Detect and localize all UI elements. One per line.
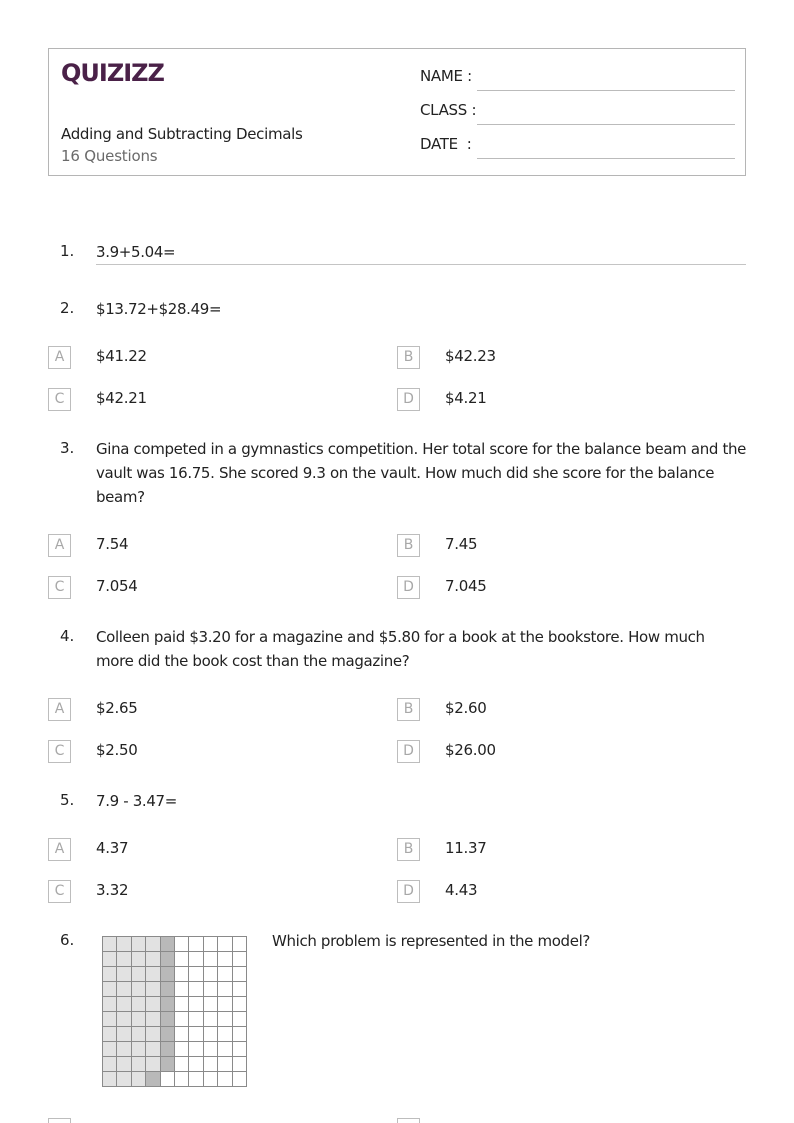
- grid-cell: [103, 982, 117, 997]
- grid-cell: [103, 1042, 117, 1057]
- grid-cell: [103, 1012, 117, 1027]
- q2-option-b-text: $42.23: [445, 347, 496, 365]
- q3-option-b-text: 7.45: [445, 535, 478, 553]
- date-line[interactable]: [477, 158, 735, 159]
- grid-cell: [103, 997, 117, 1012]
- grid-cell: [203, 1072, 217, 1087]
- grid-cell: [218, 1057, 232, 1072]
- grid-cell: [146, 952, 160, 967]
- grid-cell: [203, 937, 217, 952]
- grid-cell: [189, 967, 203, 982]
- q5-option-d-text: 4.43: [445, 881, 478, 899]
- grid-cell: [189, 937, 203, 952]
- grid-cell: [174, 952, 188, 967]
- grid-cell: [218, 952, 232, 967]
- grid-cell: [218, 937, 232, 952]
- q4-option-b-box[interactable]: B: [397, 698, 420, 721]
- grid-cell: [218, 997, 232, 1012]
- grid-cell: [146, 967, 160, 982]
- q5-option-d-box[interactable]: D: [397, 880, 420, 903]
- grid-cell: [131, 1042, 145, 1057]
- grid-cell: [218, 1012, 232, 1027]
- grid-cell: [189, 997, 203, 1012]
- grid-cell: [174, 1042, 188, 1057]
- grid-cell: [174, 937, 188, 952]
- q2-option-d-text: $4.21: [445, 389, 487, 407]
- grid-cell: [146, 1012, 160, 1027]
- date-field[interactable]: [420, 135, 735, 159]
- grid-cell: [160, 1057, 174, 1072]
- grid-cell: [174, 1072, 188, 1087]
- q3-option-a-text: 7.54: [96, 535, 129, 553]
- grid-cell: [146, 1027, 160, 1042]
- grid-cell: [218, 982, 232, 997]
- date-label: DATE :: [420, 135, 472, 153]
- question-2-number: 2.: [60, 299, 75, 317]
- grid-cell: [160, 937, 174, 952]
- grid-cell: [189, 1012, 203, 1027]
- grid-cell: [189, 1027, 203, 1042]
- grid-cell: [131, 1012, 145, 1027]
- class-line[interactable]: [477, 124, 735, 125]
- question-3-text: Gina competed in a gymnastics competition. Her total score for the balance beam and the vault was 16.75. She scored 9.3 on the vault. How much did she score for the balance beam?: [96, 440, 747, 506]
- q5-option-a-text: 4.37: [96, 839, 129, 857]
- grid-cell: [131, 1027, 145, 1042]
- grid-cell: [160, 1012, 174, 1027]
- grid-cell: [117, 967, 131, 982]
- grid-cell: [203, 1057, 217, 1072]
- question-5-number: 5.: [60, 791, 75, 809]
- q3-option-c-box[interactable]: C: [48, 576, 71, 599]
- quizizz-logo: QUIZIZZ: [61, 59, 164, 87]
- grid-cell: [117, 952, 131, 967]
- q6-option-a-box[interactable]: [48, 1118, 71, 1123]
- grid-cell: [146, 1072, 160, 1087]
- grid-cell: [146, 1057, 160, 1072]
- grid-cell: [203, 1042, 217, 1057]
- grid-cell: [160, 1072, 174, 1087]
- grid-cell: [203, 997, 217, 1012]
- grid-cell: [232, 1027, 246, 1042]
- q6-option-b-box[interactable]: [397, 1118, 420, 1123]
- q4-option-d-box[interactable]: D: [397, 740, 420, 763]
- grid-cell: [117, 982, 131, 997]
- grid-cell: [131, 952, 145, 967]
- grid-cell: [146, 982, 160, 997]
- grid-cell: [131, 982, 145, 997]
- grid-cell: [174, 997, 188, 1012]
- q2-option-a-text: $41.22: [96, 347, 147, 365]
- grid-cell: [160, 1027, 174, 1042]
- question-6-number: 6.: [60, 931, 75, 949]
- name-line[interactable]: [477, 90, 735, 91]
- grid-cell: [117, 1057, 131, 1072]
- grid-cell: [203, 982, 217, 997]
- grid-cell: [174, 1012, 188, 1027]
- question-6-text: Which problem is represented in the model?: [272, 932, 591, 950]
- question-3-number: 3.: [60, 439, 75, 457]
- q5-option-b-text: 11.37: [445, 839, 487, 857]
- grid-cell: [117, 937, 131, 952]
- grid-cell: [131, 1072, 145, 1087]
- grid-cell: [232, 1072, 246, 1087]
- q2-option-a-box[interactable]: A: [48, 346, 71, 369]
- question-2-text: $13.72+$28.49=: [96, 300, 222, 318]
- grid-cell: [189, 1057, 203, 1072]
- grid-cell: [232, 982, 246, 997]
- q2-option-d-box[interactable]: D: [397, 388, 420, 411]
- grid-cell: [160, 952, 174, 967]
- grid-cell: [189, 1042, 203, 1057]
- grid-cell: [232, 1057, 246, 1072]
- grid-cell: [174, 967, 188, 982]
- grid-cell: [174, 982, 188, 997]
- grid-cell: [146, 937, 160, 952]
- grid-cell: [203, 967, 217, 982]
- q5-option-c-box[interactable]: C: [48, 880, 71, 903]
- grid-cell: [189, 952, 203, 967]
- grid-cell: [146, 997, 160, 1012]
- grid-cell: [117, 1072, 131, 1087]
- grid-cell: [232, 937, 246, 952]
- grid-cell: [189, 1072, 203, 1087]
- question-1-number: 1.: [60, 242, 75, 260]
- question-5-text: 7.9 - 3.47=: [96, 792, 177, 810]
- q2-option-c-box[interactable]: C: [48, 388, 71, 411]
- q3-option-a-box[interactable]: A: [48, 534, 71, 557]
- grid-cell: [218, 967, 232, 982]
- q4-option-c-box[interactable]: C: [48, 740, 71, 763]
- q3-option-c-text: 7.054: [96, 577, 138, 595]
- q4-option-b-text: $2.60: [445, 699, 487, 717]
- grid-cell: [218, 1072, 232, 1087]
- grid-cell: [232, 952, 246, 967]
- decimal-model-grid: [102, 936, 247, 1087]
- grid-cell: [232, 967, 246, 982]
- grid-cell: [131, 967, 145, 982]
- grid-cell: [103, 1072, 117, 1087]
- grid-cell: [218, 1027, 232, 1042]
- grid-cell: [174, 1027, 188, 1042]
- q3-option-d-text: 7.045: [445, 577, 487, 595]
- grid-cell: [117, 997, 131, 1012]
- grid-cell: [160, 997, 174, 1012]
- q4-option-c-text: $2.50: [96, 741, 138, 759]
- grid-cell: [103, 1027, 117, 1042]
- q2-option-c-text: $42.21: [96, 389, 147, 407]
- q5-option-a-box[interactable]: A: [48, 838, 71, 861]
- q3-option-d-box[interactable]: D: [397, 576, 420, 599]
- worksheet-header: [48, 48, 746, 176]
- q5-option-c-text: 3.32: [96, 881, 129, 899]
- grid-cell: [174, 1057, 188, 1072]
- q4-option-d-text: $26.00: [445, 741, 496, 759]
- grid-cell: [103, 1057, 117, 1072]
- q3-option-b-box[interactable]: B: [397, 534, 420, 557]
- grid-cell: [103, 937, 117, 952]
- name-label: NAME :: [420, 67, 472, 85]
- grid-cell: [232, 1012, 246, 1027]
- grid-cell: [232, 997, 246, 1012]
- grid-cell: [146, 1042, 160, 1057]
- q5-option-b-box[interactable]: B: [397, 838, 420, 861]
- question-1-answer-line[interactable]: [96, 264, 746, 265]
- grid-cell: [160, 967, 174, 982]
- grid-cell: [117, 1027, 131, 1042]
- question-1-text: 3.9+5.04=: [96, 243, 176, 261]
- grid-cell: [131, 997, 145, 1012]
- worksheet-title: Adding and Subtracting Decimals: [61, 125, 303, 143]
- name-field[interactable]: [420, 67, 735, 91]
- q4-option-a-box[interactable]: A: [48, 698, 71, 721]
- question-4-number: 4.: [60, 627, 75, 645]
- grid-cell: [218, 1042, 232, 1057]
- q4-option-a-text: $2.65: [96, 699, 138, 717]
- grid-cell: [203, 1012, 217, 1027]
- question-count: 16 Questions: [61, 147, 158, 165]
- grid-cell: [117, 1012, 131, 1027]
- grid-cell: [203, 952, 217, 967]
- grid-cell: [131, 937, 145, 952]
- grid-cell: [160, 1042, 174, 1057]
- grid-cell: [103, 967, 117, 982]
- grid-cell: [103, 952, 117, 967]
- grid-cell: [117, 1042, 131, 1057]
- grid-cell: [160, 982, 174, 997]
- grid-cell: [131, 1057, 145, 1072]
- class-field[interactable]: [420, 101, 735, 125]
- grid-cell: [203, 1027, 217, 1042]
- class-label: CLASS :: [420, 101, 477, 119]
- grid-cell: [189, 982, 203, 997]
- grid-cell: [232, 1042, 246, 1057]
- question-4-text: Colleen paid $3.20 for a magazine and $5.80 for a book at the bookstore. How much more did the book cost than the magazine?: [96, 628, 705, 670]
- q2-option-b-box[interactable]: B: [397, 346, 420, 369]
